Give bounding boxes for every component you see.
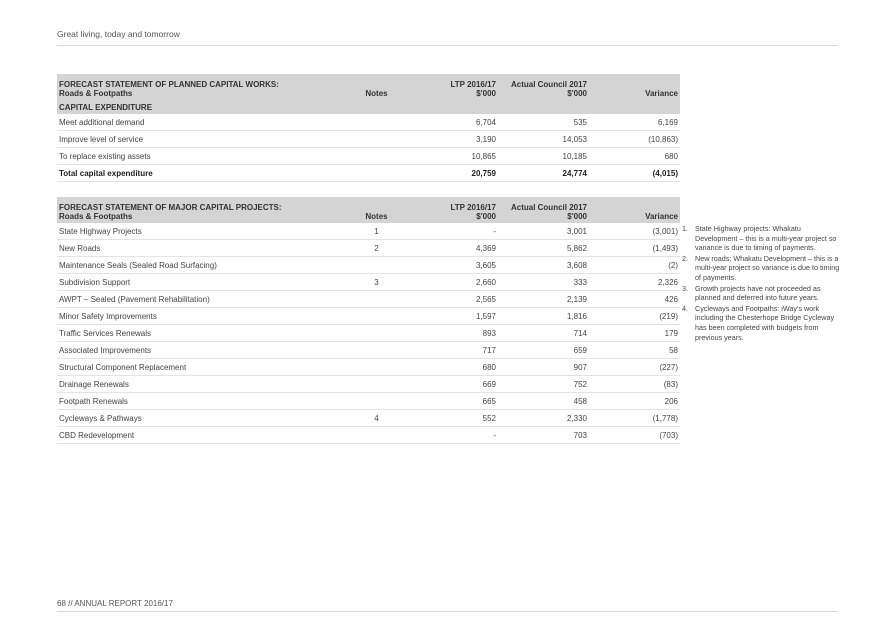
row-variance: 680: [589, 148, 680, 165]
table-row: [57, 114, 680, 131]
variance-column-header: Variance: [589, 197, 680, 223]
row-notes: [345, 291, 408, 308]
row-ltp: 669: [408, 376, 498, 393]
row-actual: 14,053: [498, 131, 589, 148]
row-notes: [345, 427, 408, 444]
header-divider: [57, 45, 838, 46]
table-title: [57, 74, 345, 100]
table-title-line1: FORECAST STATEMENT OF PLANNED CAPITAL WORKS:: [59, 80, 279, 89]
major-capital-projects-table: [57, 197, 680, 444]
row-ltp: 3,605: [408, 257, 498, 274]
row-label: To replace existing assets: [57, 148, 345, 165]
row-variance: (227): [589, 359, 680, 376]
table-row: [57, 223, 680, 240]
ltp-header-line2: $'000: [476, 212, 496, 221]
ltp-column-header: [408, 74, 498, 100]
row-label: Cycleways & Pathways: [57, 410, 345, 427]
row-actual: 10,185: [498, 148, 589, 165]
row-label: Minor Safety Improvements: [57, 308, 345, 325]
footnote-number: 2.: [682, 253, 688, 263]
footnote-text: New roads: Whakatu Development – this is a multi-year project so variance is due to timing of payments.: [695, 253, 840, 282]
row-notes: [345, 114, 408, 131]
table-row: [57, 291, 680, 308]
notes-column-header: Notes: [345, 74, 408, 100]
footnote-text: Cycleways and Footpaths: iWay's work including the Chesterhope Bridge Cycleway has been completed with budgets from previous years.: [695, 303, 835, 342]
table-row: [57, 148, 680, 165]
row-variance: 6,169: [589, 114, 680, 131]
row-variance: (3,001): [589, 223, 680, 240]
footnotes-list: [682, 224, 842, 343]
row-variance: (83): [589, 376, 680, 393]
row-ltp: 2,565: [408, 291, 498, 308]
footnote-text: State Highway projects: Whakatu Development – this is a multi-year project so variance is due to timing of payments.: [695, 224, 837, 253]
row-actual: 659: [498, 342, 589, 359]
row-actual: 458: [498, 393, 589, 410]
footnote-item: [682, 304, 842, 342]
row-actual: 333: [498, 274, 589, 291]
row-ltp: 552: [408, 410, 498, 427]
row-notes: [345, 325, 408, 342]
row-label: Associated Improvements: [57, 342, 345, 359]
actual-header-line1: Actual Council 2017: [510, 80, 587, 89]
row-variance: (219): [589, 308, 680, 325]
table-row: [57, 274, 680, 291]
table-row: [57, 376, 680, 393]
variance-column-header: Variance: [589, 74, 680, 100]
footnote-item: [682, 284, 842, 303]
row-label: Drainage Renewals: [57, 376, 345, 393]
row-actual: 3,608: [498, 257, 589, 274]
total-row: [57, 165, 680, 182]
row-ltp: 10,865: [408, 148, 498, 165]
row-notes: 4: [345, 410, 408, 427]
ltp-header-line2: $'000: [476, 89, 496, 98]
row-variance: 2,326: [589, 274, 680, 291]
actual-column-header: [498, 74, 589, 100]
footnote-number: 3.: [682, 283, 688, 293]
row-notes: 3: [345, 274, 408, 291]
row-actual: 2,330: [498, 410, 589, 427]
row-variance: 206: [589, 393, 680, 410]
table-header-row: [57, 74, 680, 100]
table-row: [57, 342, 680, 359]
total-label: Total capital expenditure: [57, 165, 345, 182]
row-notes: [345, 148, 408, 165]
row-actual: 3,001: [498, 223, 589, 240]
row-ltp: 893: [408, 325, 498, 342]
table-title-line1: FORECAST STATEMENT OF MAJOR CAPITAL PROJECTS:: [59, 203, 282, 212]
row-notes: 1: [345, 223, 408, 240]
footer-divider: [57, 611, 838, 612]
row-ltp: 665: [408, 393, 498, 410]
table-row: [57, 325, 680, 342]
row-ltp: 680: [408, 359, 498, 376]
row-notes: 2: [345, 240, 408, 257]
row-notes: [345, 257, 408, 274]
table-title-line2: Roads & Footpaths: [59, 89, 133, 98]
section-label: CAPITAL EXPENDITURE: [57, 100, 680, 114]
ltp-header-line1: LTP 2016/17: [450, 203, 496, 212]
row-actual: 5,862: [498, 240, 589, 257]
row-variance: 426: [589, 291, 680, 308]
total-ltp: 20,759: [408, 165, 498, 182]
total-notes: [345, 165, 408, 182]
footnote-item: [682, 224, 842, 253]
row-label: State Highway Projects: [57, 223, 345, 240]
row-actual: 752: [498, 376, 589, 393]
row-variance: (1,493): [589, 240, 680, 257]
row-notes: [345, 342, 408, 359]
row-ltp: 4,369: [408, 240, 498, 257]
table-title-line2: Roads & Footpaths: [59, 212, 133, 221]
total-actual: 24,774: [498, 165, 589, 182]
row-label: AWPT – Sealed (Pavement Rehabilitation): [57, 291, 345, 308]
row-label: Maintenance Seals (Sealed Road Surfacing): [57, 257, 345, 274]
row-ltp: 717: [408, 342, 498, 359]
footnote-text: Growth projects have not proceeded as planned and deferred into future years.: [695, 283, 821, 303]
row-ltp: 3,190: [408, 131, 498, 148]
row-actual: 703: [498, 427, 589, 444]
row-variance: 179: [589, 325, 680, 342]
footnote-number: 4.: [682, 303, 688, 313]
row-actual: 2,139: [498, 291, 589, 308]
actual-header-line2: $'000: [567, 89, 587, 98]
row-variance: (703): [589, 427, 680, 444]
table-row: [57, 131, 680, 148]
row-ltp: -: [408, 223, 498, 240]
row-label: Footpath Renewals: [57, 393, 345, 410]
actual-header-line2: $'000: [567, 212, 587, 221]
row-ltp: 1,597: [408, 308, 498, 325]
ltp-column-header: [408, 197, 498, 223]
row-label: Structural Component Replacement: [57, 359, 345, 376]
ltp-header-line1: LTP 2016/17: [450, 80, 496, 89]
page-footer-text: 68 // ANNUAL REPORT 2016/17: [57, 599, 173, 608]
page-header-tagline: Great living, today and tomorrow: [57, 29, 180, 39]
table-row: [57, 308, 680, 325]
row-label: New Roads: [57, 240, 345, 257]
row-notes: [345, 376, 408, 393]
row-notes: [345, 131, 408, 148]
row-variance: (2): [589, 257, 680, 274]
table-row: [57, 257, 680, 274]
row-actual: 1,816: [498, 308, 589, 325]
row-variance: (1,778): [589, 410, 680, 427]
row-actual: 714: [498, 325, 589, 342]
row-variance: (10,863): [589, 131, 680, 148]
row-notes: [345, 308, 408, 325]
row-actual: 907: [498, 359, 589, 376]
footnote-number: 1.: [682, 224, 688, 233]
actual-header-line1: Actual Council 2017: [510, 203, 587, 212]
row-actual: 535: [498, 114, 589, 131]
row-label: Traffic Services Renewals: [57, 325, 345, 342]
row-variance: 58: [589, 342, 680, 359]
table-row: [57, 410, 680, 427]
notes-column-header: Notes: [345, 197, 408, 223]
row-label: Meet additional demand: [57, 114, 345, 131]
row-ltp: 2,660: [408, 274, 498, 291]
row-notes: [345, 393, 408, 410]
table-title: [57, 197, 345, 223]
footnote-item: [682, 254, 842, 283]
section-subheader-row: [57, 100, 680, 114]
row-label: CBD Redevelopment: [57, 427, 345, 444]
row-ltp: 6,704: [408, 114, 498, 131]
table-row: [57, 427, 680, 444]
row-notes: [345, 359, 408, 376]
table-row: [57, 393, 680, 410]
total-variance: (4,015): [589, 165, 680, 182]
row-label: Subdivision Support: [57, 274, 345, 291]
table-row: [57, 359, 680, 376]
actual-column-header: [498, 197, 589, 223]
table-header-row: [57, 197, 680, 223]
table-row: [57, 240, 680, 257]
row-label: Improve level of service: [57, 131, 345, 148]
planned-capital-works-table: [57, 74, 680, 182]
row-ltp: -: [408, 427, 498, 444]
